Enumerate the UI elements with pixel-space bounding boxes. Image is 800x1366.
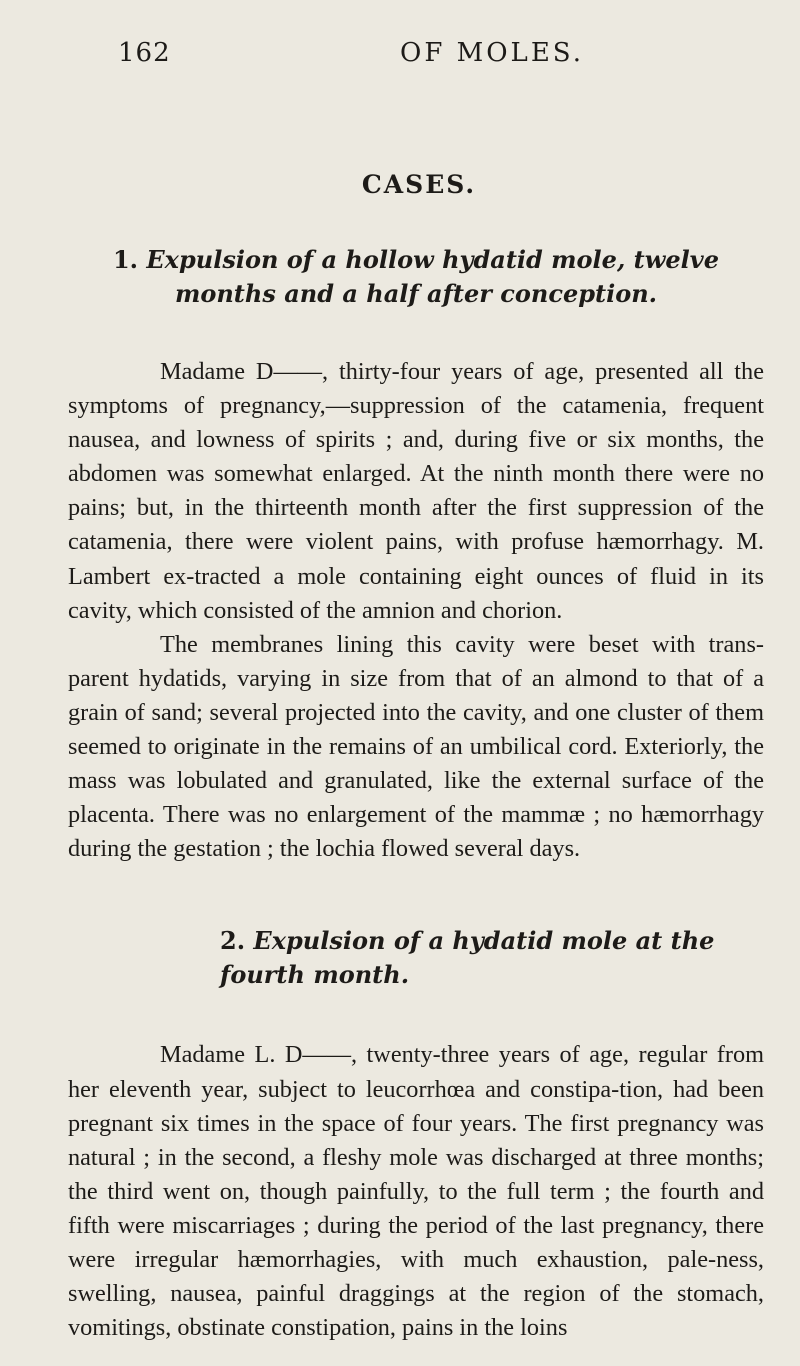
- case-2-number: 2.: [220, 926, 246, 956]
- section-heading: CASES.: [361, 170, 477, 199]
- case-1-paragraph-2: The membranes lining this cavity were beset with trans-parent hydatids, varying in size from that of an almond to that of a grain of sand; several projected into the cavity, and one cluster of them seemed to originate in the remains of an umbilical cord. Exteriorly, the mass was lobulated and granulated, like the external surface of the placenta. There was no enlargement of the mammæ ; no hæmorrhagy during the gestation ; the lochia flowed several days.: [68, 630, 764, 863]
- case-1-number: 1.: [112, 245, 139, 274]
- running-head: [68, 38, 764, 78]
- case-1-paragraph-1: Madame D——, thirty-four years of age, presented all the symptoms of pregnancy,—suppression of the catamenia, frequent nausea, and lowness of spirits ; and, during five or six months, the abdomen was somewhat enlarged. At the ninth month there were no pains; but, in the thirteenth month after the first suppression of the catamenia, there were violent pains, with profuse hæmorrhagy. M. Lambert ex-tracted a mole containing eight ounces of fluid in its cavity, which consisted of the amnion and chorion.: [68, 358, 764, 624]
- page-number: 162: [118, 38, 171, 68]
- case-1-title: [68, 243, 764, 311]
- case-2-title-text: Expulsion of a hydatid mole at the fourth month.: [220, 926, 715, 990]
- case-2-paragraph-1: Madame L. D——, twenty-three years of age, regular from her eleventh year, subject to leucorrhœa and constipa-tion, had been pregnant six times in the space of four years. The first pregnancy was natural ; in the second, a fleshy mole was discharged at three months; the third went on, though painfully, to the full term ; the fourth and fifth were miscarriages ; during the period of the last pregnancy, there were irregular hæmorrhagies, with much exhaustion, pale-ness, swelling, nausea, painful draggings at the region of the stomach, vomitings, obstinate constipation, pains in the loins: [68, 1041, 764, 1342]
- running-title: OF MOLES.: [400, 38, 584, 68]
- case-1-title-text: Expulsion of a hollow hydatid mole, twelve months and a half after conception.: [146, 245, 720, 308]
- case-2-title: [68, 924, 764, 992]
